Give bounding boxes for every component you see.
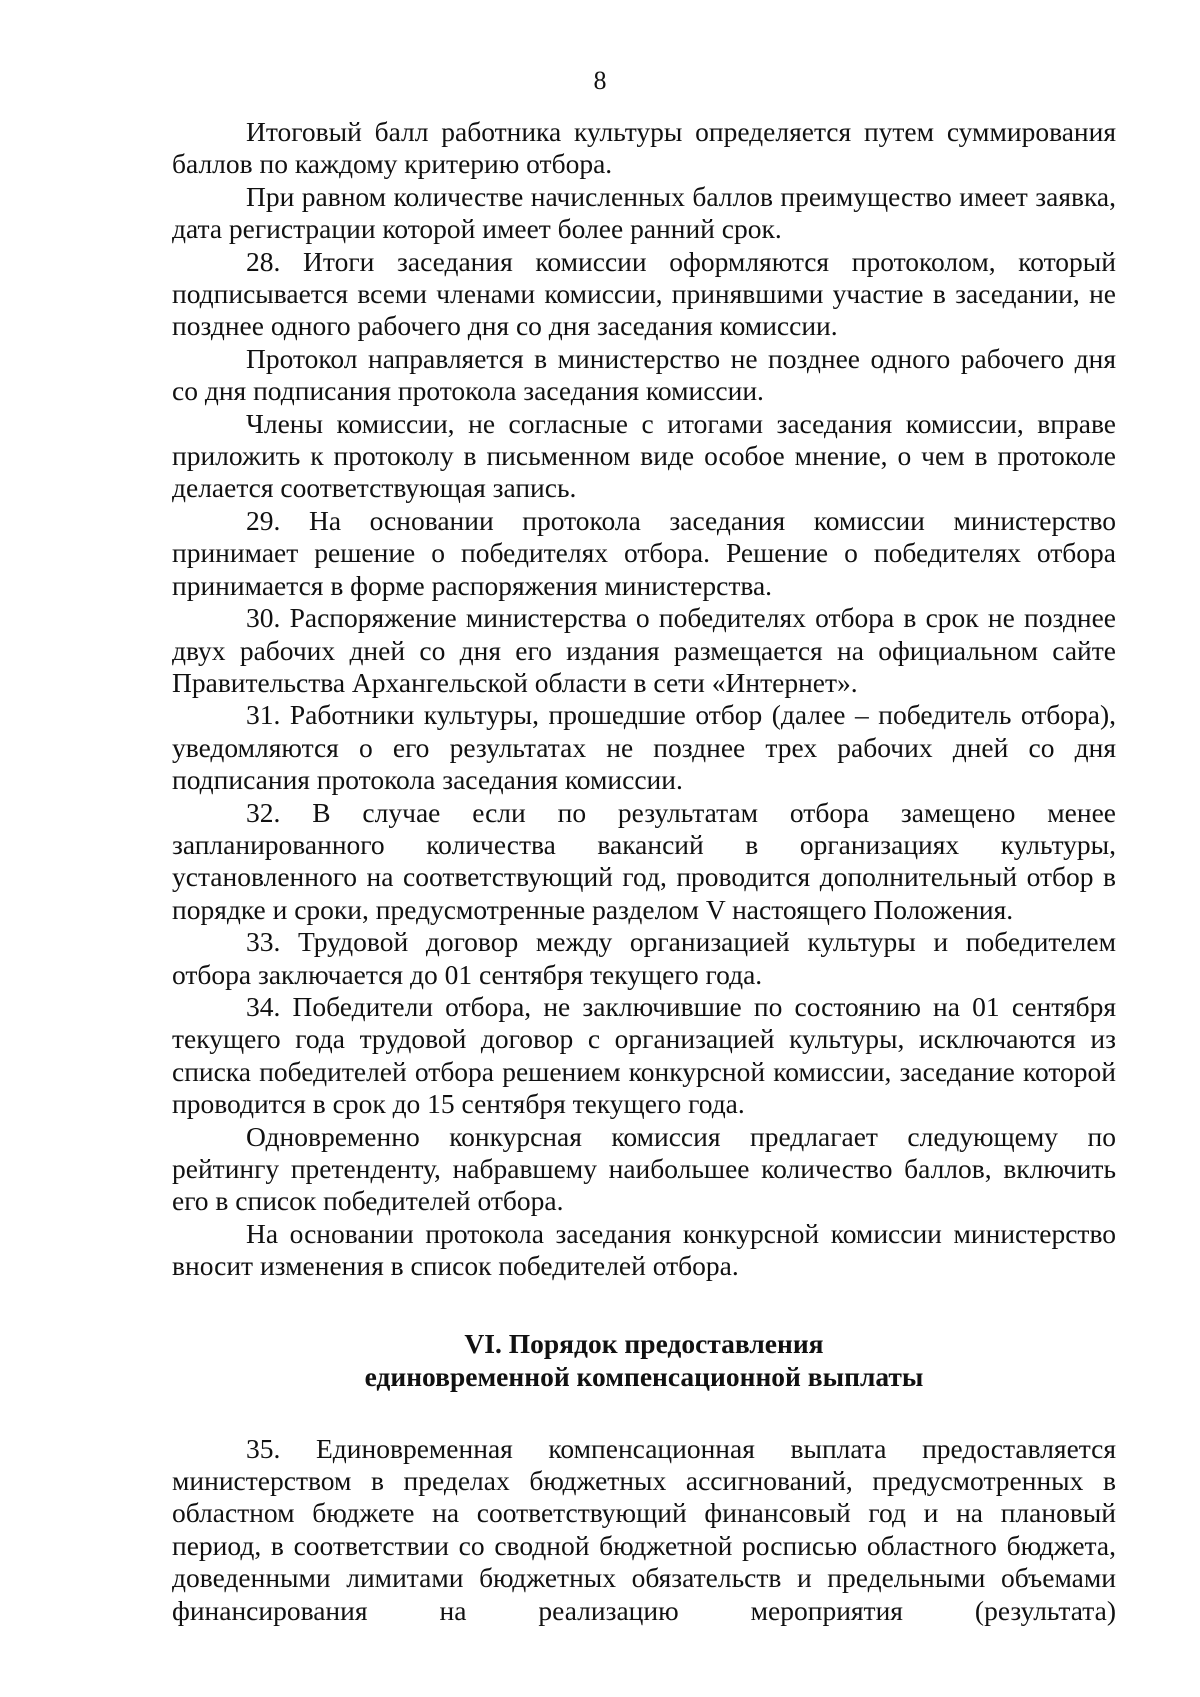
paragraph: Одновременно конкурсная комиссия предлагает следующему по рейтингу претенденту, набравшему наибольшее количество баллов, включить его в список победителей отбора. bbox=[172, 1120, 1116, 1217]
paragraph-item-30: 30. Распоряжение министерства о победителях отбора в срок не позднее двух рабочих дней со дня его издания размещается на официальном сайте Правительства Архангельской области в сети «Интернет». bbox=[172, 602, 1116, 698]
paragraph: Протокол направляется в министерство не позднее одного рабочего дня со дня подписания протокола заседания комиссии. bbox=[172, 342, 1116, 407]
paragraph-item-32: 32. В случае если по результатам отбора замещено менее запланированного количества вакансий в организациях культуры, установленного на соответствующий год, проводится дополнительный отбор в порядке и сроки, предусмотренные разделом V настоящего Положения. bbox=[172, 796, 1116, 925]
section-heading-line-2: единовременной компенсационной выплаты bbox=[364, 1360, 924, 1392]
paragraph: Итоговый балл работника культуры определяется путем суммирования баллов по каждому критерию отбора. bbox=[172, 116, 1116, 180]
paragraph: На основании протокола заседания конкурсной комиссии министерство вносит изменения в список победителей отбора. bbox=[172, 1217, 1116, 1282]
paragraph-item-33: 33. Трудовой договор между организацией культуры и победителем отбора заключается до 01 сентября текущего года. bbox=[172, 926, 1116, 990]
paragraph-item-31: 31. Работники культуры, прошедшие отбор (далее – победитель отбора), уведомляются о его результатах не позднее трех рабочих дней со дня подписания протокола заседания комиссии. bbox=[172, 699, 1116, 796]
document-body bbox=[172, 116, 1116, 1627]
paragraph-item-29: 29. На основании протокола заседания комиссии министерство принимает решение о победителях отбора. Решение о победителях отбора принимается в форме распоряжения министерства. bbox=[172, 504, 1116, 601]
paragraph-item-35: 35. Единовременная компенсационная выплата предоставляется министерством в пределах бюджетных ассигнований, предусмотренных в областном бюджете на соответствующий финансовый год и на плановый период, в соответствии со сводной бюджетной росписью областного бюджета, доведенными лимитами бюджетных обязательств и предельными объемами финансирования на реализацию мероприятия (результата) bbox=[172, 1432, 1116, 1626]
section-heading-line-1: VI. Порядок предоставления bbox=[464, 1327, 824, 1359]
paragraph: Члены комиссии, не согласные с итогами заседания комиссии, вправе приложить к протоколу в письменном виде особое мнение, о чем в протоколе делается соответствующая запись. bbox=[172, 407, 1116, 504]
section-heading bbox=[172, 1327, 1116, 1393]
paragraph: При равном количестве начисленных баллов преимущество имеет заявка, дата регистрации которой имеет более ранний срок. bbox=[172, 180, 1116, 245]
paragraph-item-28: 28. Итоги заседания комиссии оформляются протоколом, который подписывается всеми членами комиссии, принявшими участие в заседании, не позднее одного рабочего дня со дня заседания комиссии. bbox=[172, 245, 1116, 342]
paragraph-item-34: 34. Победители отбора, не заключившие по состоянию на 01 сентября текущего года трудовой договор с организацией культуры, исключаются из списка победителей отбора решением конкурсной комиссии, заседание которой проводится в срок до 15 сентября текущего года. bbox=[172, 990, 1116, 1120]
page-number: 8 bbox=[593, 66, 607, 95]
